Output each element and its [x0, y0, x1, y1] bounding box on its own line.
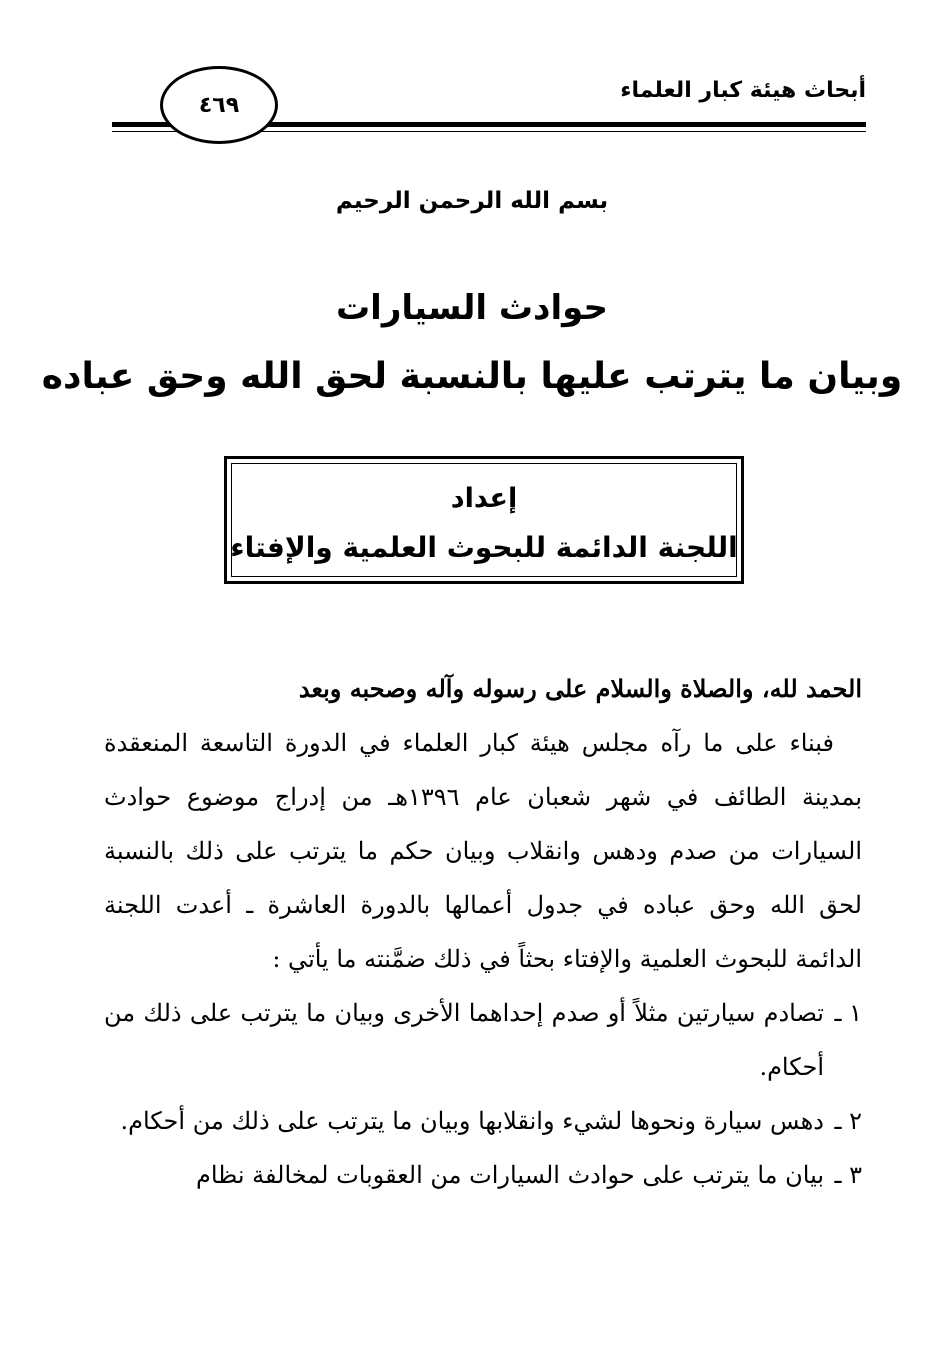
prepared-by-label: إعداد	[450, 483, 518, 514]
list-item-text: دهس سيارة ونحوها لشيء وانقلابها وبيان ما يترتب على ذلك من أحكام.	[120, 1107, 824, 1135]
page-number: ٤٦٩	[160, 66, 278, 144]
list-item-number: ١ ـ	[834, 999, 862, 1027]
committee-name: اللجنة الدائمة للبحوث العلمية والإفتاء	[230, 531, 738, 564]
title-line-2: وبيان ما يترتب عليها بالنسبة لحق الله وحق عباده	[41, 356, 903, 397]
running-title: أبحاث هيئة كبار العلماء	[620, 78, 866, 103]
list-item	[104, 1148, 862, 1202]
prepared-by-box	[224, 456, 744, 584]
list-item	[104, 986, 862, 1094]
title-line-1: حوادث السيارات	[336, 288, 608, 328]
list-item-text: تصادم سيارتين مثلاً أو صدم إحداهما الأخرى وبيان ما يترتب على ذلك من أحكام.	[104, 999, 824, 1081]
list-item-number: ٣ ـ	[834, 1161, 862, 1189]
body-text	[104, 662, 862, 1202]
list-item-number: ٢ ـ	[834, 1107, 862, 1135]
list-item	[104, 1094, 862, 1148]
opening-line: الحمد لله، والصلاة والسلام على رسوله وآله وصحبه وبعد	[298, 674, 862, 703]
basmala: بسم الله الرحمن الرحيم	[335, 188, 609, 214]
intro-paragraph: فبناء على ما رآه مجلس هيئة كبار العلماء في الدورة التاسعة المنعقدة بمدينة الطائف في شهر شعبان عام ١٣٩٦هـ من إدراج موضوع حوادث السيارات من صدم ودهس وانقلاب وبيان حكم ما يترتب على ذلك بالنسبة لحق الله وحق عباده في جدول أعمالها بالدورة العاشرة ـ أعدت اللجنة الدائمة للبحوث العلمية والإفتاء بحثاً في ذلك ضمَّنته ما يأتي :	[104, 729, 862, 973]
list-item-text: بيان ما يترتب على حوادث السيارات من العقوبات لمخالفة نظام	[195, 1161, 824, 1189]
